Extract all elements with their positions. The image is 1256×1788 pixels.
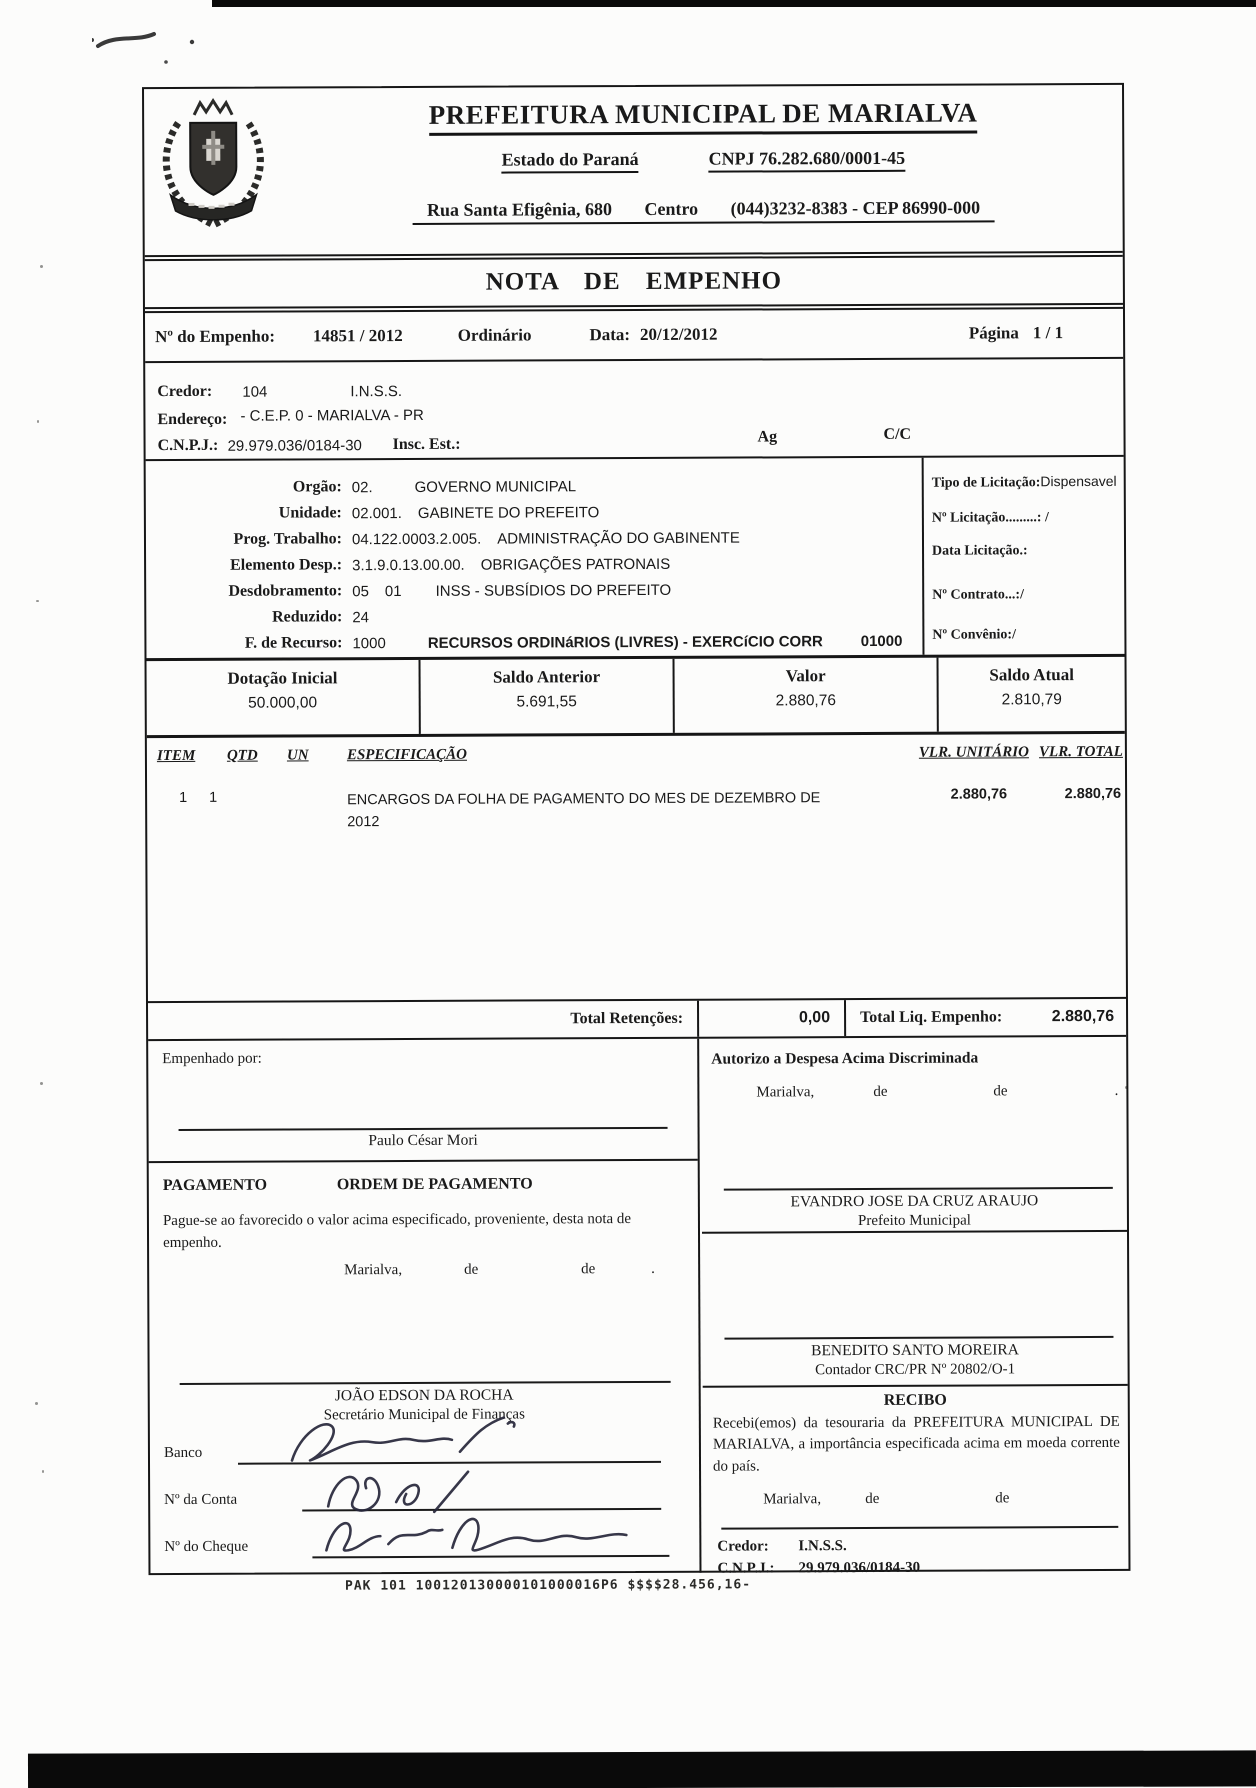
creditor-cnpj-label: C.N.P.J.: <box>157 436 219 455</box>
page-label: Página <box>968 323 1019 343</box>
org-cnpj: CNPJ 76.282.680/0001-45 <box>709 148 906 173</box>
bidding-date-label: Data Licitação.: <box>932 543 1028 559</box>
payment-period: . <box>651 1260 655 1277</box>
payment-de2: de <box>581 1261 596 1278</box>
document-title-bar <box>145 255 1123 309</box>
receipt-city: Marialva, <box>763 1491 822 1508</box>
account-number-label: Nº da Conta <box>164 1491 238 1509</box>
bank-label: Banco <box>163 1444 203 1462</box>
signature-scribble-cheque <box>318 1503 638 1568</box>
account-label: C/C <box>883 425 912 443</box>
creditor-cnpj: 29.979.036/0184-30 <box>227 437 362 455</box>
classification-rows <box>146 458 923 658</box>
receipt-cnpj-value: 29.979.036/0184-30 <box>798 1559 921 1577</box>
committed-by-label: Empenhado por: <box>162 1050 262 1068</box>
org-address: Rua Santa Efigênia, 680 <box>426 199 613 220</box>
net-total-value: 2.880,76 <box>1051 1007 1115 1026</box>
empenho-number-label: Nº do Empenho: <box>155 326 276 347</box>
header-text-block <box>294 97 1113 226</box>
committed-by-name: Paulo César Mori <box>368 1131 478 1150</box>
date-label: Data: <box>589 325 631 345</box>
empenho-modality: Ordinário <box>457 325 532 345</box>
bidding-info-column <box>922 457 1125 655</box>
bidding-type-line: Tipo de Licitação:Dispensavel <box>931 472 1117 491</box>
net-total-cell <box>846 999 1126 1036</box>
payment-de1: de <box>464 1261 479 1278</box>
retentions-label: Total Retenções: <box>148 1001 699 1039</box>
signatures-section <box>148 1037 1128 1575</box>
accountant-name: BENEDITO SANTO MOREIRA <box>811 1341 1019 1360</box>
receipt-line <box>721 1526 1118 1530</box>
mayor-role: Prefeito Municipal <box>857 1212 971 1230</box>
receipt-de1: de <box>865 1490 880 1508</box>
scan-speck <box>36 600 39 602</box>
receipt-box <box>703 1388 1129 1577</box>
signature-line <box>724 1336 1113 1340</box>
authorization-city: Marialva, <box>756 1084 815 1101</box>
empenho-number: 14851 / 2012 <box>312 326 403 346</box>
scan-speck <box>37 420 39 423</box>
signature-line <box>724 1187 1113 1191</box>
receipt-creditor-label: Credor: <box>717 1538 769 1555</box>
finance-secretary-role: Secretário Municipal de Finanças <box>323 1406 525 1424</box>
payment-title: PAGAMENTO <box>162 1176 268 1195</box>
state-registration-label: Insc. Est.: <box>392 435 461 454</box>
receipt-text: Recebi(emos) da tesouraria da PREFEITURA MUNICIPAL DE MARIALVA, a importância especificada acima em moeda corrente do país. <box>712 1413 1120 1475</box>
creditor-section <box>145 359 1123 459</box>
accountant-role: Contador CRC/PR Nº 20802/O-1 <box>815 1361 1016 1379</box>
signature-line <box>180 1381 671 1385</box>
document-title: NOTA DE EMPENHO <box>485 267 783 296</box>
cheque-number-label: Nº do Cheque <box>164 1538 249 1556</box>
date-value: 20/12/2012 <box>639 324 718 344</box>
item-total-value: 2.880,76 <box>1064 785 1122 803</box>
col-saldo-anterior: Saldo Anterior 5.691,55 <box>420 659 675 734</box>
row-desdobramento: Desdobramento: 05 01 INSS - SUBSÍDIOS DO PREFEITO <box>228 581 672 600</box>
budget-classification-section <box>146 455 1125 658</box>
receipt-creditor-value: I.N.S.S. <box>798 1538 847 1555</box>
row-fonte-recurso: F. de Recurso: 1000 RECURSOS ORDINáRIOS (LIVRES) - EXERCíCIO CORR 01000 <box>244 632 903 652</box>
col-vlr-total: VLR. TOTAL <box>1038 743 1123 761</box>
left-signature-column <box>148 1039 701 1575</box>
receipt-cnpj-label: C.N.P.J.: <box>717 1560 775 1577</box>
scan-speck <box>42 1470 44 1473</box>
row-elemento-despesa: Elemento Desp.: 3.1.9.0.13.00.00. OBRIGAÇÕES PATRONAIS <box>230 555 671 574</box>
payment-text: Pague-se ao favorecido o valor acima especificado, proveniente, desta nota de empenho. <box>162 1211 632 1251</box>
state-label: Estado do Paraná <box>502 149 639 174</box>
creditor-name: I.N.S.S. <box>350 383 403 401</box>
authorization-period: . <box>1114 1082 1119 1099</box>
row-prog-trabalho: Prog. Trabalho: 04.122.0003.2.005. ADMINISTRAÇÃO DO GABINENTE <box>233 529 740 548</box>
header-line2 <box>294 147 1112 175</box>
accountant-box <box>702 1234 1128 1388</box>
col-un: UN <box>286 747 309 764</box>
item-description: ENCARGOS DA FOLHA DE PAGAMENTO DO MES DE DEZEMBRO DE 2012 <box>347 790 821 831</box>
creditor-label: Credor: <box>157 382 213 401</box>
col-dotacao-inicial: Dotação Inicial 50.000,00 <box>147 660 421 735</box>
agency-label: Ag <box>757 428 778 446</box>
col-especificacao: ESPECIFICAÇÃO <box>346 746 468 764</box>
agreement-number-label: Nº Convênio:/ <box>932 627 1017 643</box>
contract-number-label: Nº Contrato...:/ <box>932 587 1024 603</box>
form-header <box>144 85 1123 257</box>
finance-secretary-name: JOÃO EDSON DA ROCHA <box>334 1386 514 1405</box>
scanner-edge-top <box>212 0 1256 7</box>
retentions-value: 0,00 <box>699 1000 846 1037</box>
coat-of-arms-logo <box>154 97 273 236</box>
items-table-header <box>147 734 1125 778</box>
col-valor: Valor 2.880,76 <box>675 658 939 733</box>
col-qtd: QTD <box>226 747 258 764</box>
payment-box <box>149 1163 700 1575</box>
pen-mark <box>92 22 212 68</box>
row-reduzido: Reduzido: 24 <box>272 608 370 626</box>
receipt-title: RECIBO <box>883 1391 947 1409</box>
col-saldo-atual: Saldo Atual 2.810,79 <box>989 665 1074 709</box>
creditor-code: 104 <box>242 383 268 401</box>
row-orgao: Orgão: 02. GOVERNO MUNICIPAL <box>292 477 577 496</box>
item-number: 1 <box>179 789 188 806</box>
col-item: ITEM <box>156 747 196 765</box>
right-signature-column <box>701 1037 1128 1577</box>
org-phone-cep: (044)3232-8383 - CEP 86990-000 <box>730 197 981 219</box>
authorization-de2: de <box>993 1083 1008 1100</box>
authorization-title: Autorizo a Despesa Acima Discriminada <box>711 1049 979 1068</box>
items-table-body <box>147 774 1126 1001</box>
org-name: PREFEITURA MUNICIPAL DE MARIALVA <box>429 97 978 135</box>
mayor-name: EVANDRO JOSE DA CRUZ ARAUJO <box>790 1192 1039 1211</box>
item-unit-value: 2.880,76 <box>950 786 1008 803</box>
scanner-edge-bottom <box>28 1750 1256 1788</box>
net-total-label: Total Liq. Empenho: <box>860 1008 1003 1027</box>
empenho-info-row <box>145 307 1123 363</box>
item-quantity: 1 <box>209 789 218 806</box>
row-unidade: Unidade: 02.001. GABINETE DO PREFEITO <box>278 503 600 522</box>
bidding-number-label: Nº Licitação.........: / <box>931 510 1049 526</box>
authorization-box <box>701 1037 1127 1234</box>
address-label: Endereço: <box>157 410 228 429</box>
col-vlr-unitario: VLR. UNITÁRIO <box>918 744 1029 761</box>
payment-order-title: ORDEM DE PAGAMENTO <box>336 1175 533 1194</box>
page-value: 1 / 1 <box>1032 323 1064 343</box>
receipt-de2: de <box>995 1490 1010 1507</box>
dot-matrix-imprint: PAK 101 100120130000101000016P6 $$$$28.456,16- <box>344 1577 752 1594</box>
nota-de-empenho-form <box>142 83 1130 1575</box>
scan-speck <box>40 1082 43 1085</box>
address-value: - C.E.P. 0 - MARIALVA - PR <box>240 406 424 425</box>
payment-city: Marialva, <box>344 1262 403 1279</box>
balances-row <box>146 654 1124 738</box>
scan-speck <box>35 1402 38 1405</box>
committed-by-box <box>148 1039 698 1163</box>
authorization-de1: de <box>873 1083 888 1100</box>
totals-row <box>148 997 1126 1041</box>
bidding-type-value: Dispensavel <box>1040 472 1117 490</box>
scan-speck <box>40 265 43 268</box>
header-line3 <box>413 197 994 225</box>
org-district: Centro <box>644 198 699 219</box>
